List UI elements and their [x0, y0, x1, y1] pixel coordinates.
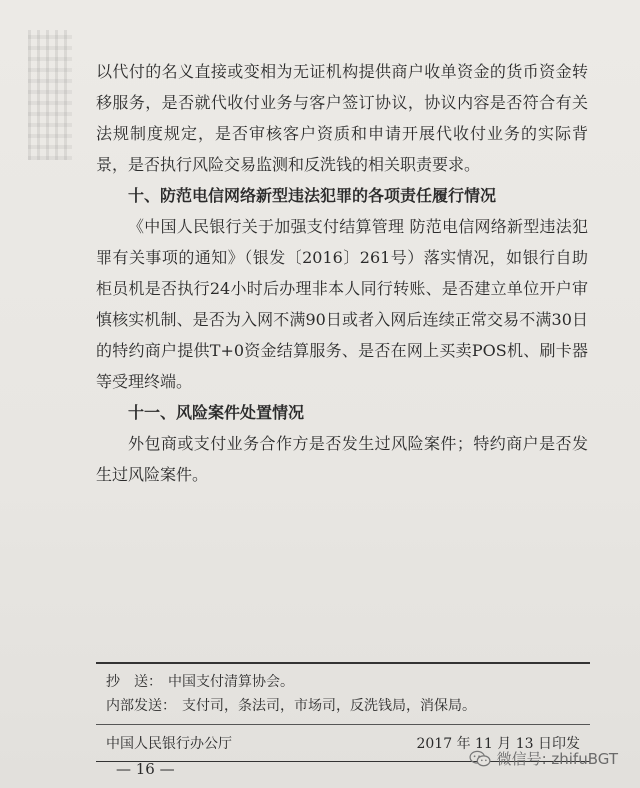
internal-line [96, 694, 590, 718]
cc-line [96, 670, 590, 694]
cc-value: 中国支付清算协会。 [168, 673, 294, 690]
issuer: 中国人民银行办公厅 [106, 735, 232, 752]
section-11-text: 外包商或支付业务合作方是否发生过风险案件；特约商户是否发生过风险案件。 [96, 434, 588, 484]
wechat-watermark [469, 748, 618, 769]
footer-top-rule [96, 662, 590, 664]
section-10-heading: 十、防范电信网络新型违法犯罪的各项责任履行情况 [128, 186, 497, 205]
paragraph-continued: 以代付的名义直接或变相为无证机构提供商户收单资金的货币资金转移服务，是否就代收付业务与客户签订协议，协议内容是否符合有关法规制度规定，是否审核客户资质和申请开展代收付业务的实际背景，是否执行风险交易监测和反洗钱的相关职责要求。 [96, 62, 588, 174]
binding-margin-marks [28, 30, 72, 160]
internal-value: 支付司，条法司，市场司，反洗钱局，消保局。 [182, 697, 476, 714]
watermark-text: 微信号: zhifuBGT [496, 750, 618, 768]
issue-date: 2017 年 11 月 13 日印发 [416, 735, 580, 752]
section-11-heading: 十一、风险案件处置情况 [128, 403, 305, 422]
internal-label: 内部发送： [106, 697, 176, 714]
distribution-footer [96, 662, 590, 762]
cc-label: 抄 送： [106, 673, 162, 690]
wechat-icon [469, 750, 491, 768]
document-body [96, 56, 588, 490]
section-10-text: 《中国人民银行关于加强支付结算管理 防范电信网络新型违法犯罪有关事项的通知》（银发〔2016〕261号）落实情况，如银行自助柜员机是否执行24小时后办理非本人同行转账、是否建立单位开户审慎核实机制、是否为入网不满90日或者入网后连续正常交易不满30日的特约商户提供T+0资金结算服务、是否在网上买卖POS机、刷卡器等受理终端。 [96, 217, 588, 391]
page-number: — 16 — [116, 760, 175, 778]
